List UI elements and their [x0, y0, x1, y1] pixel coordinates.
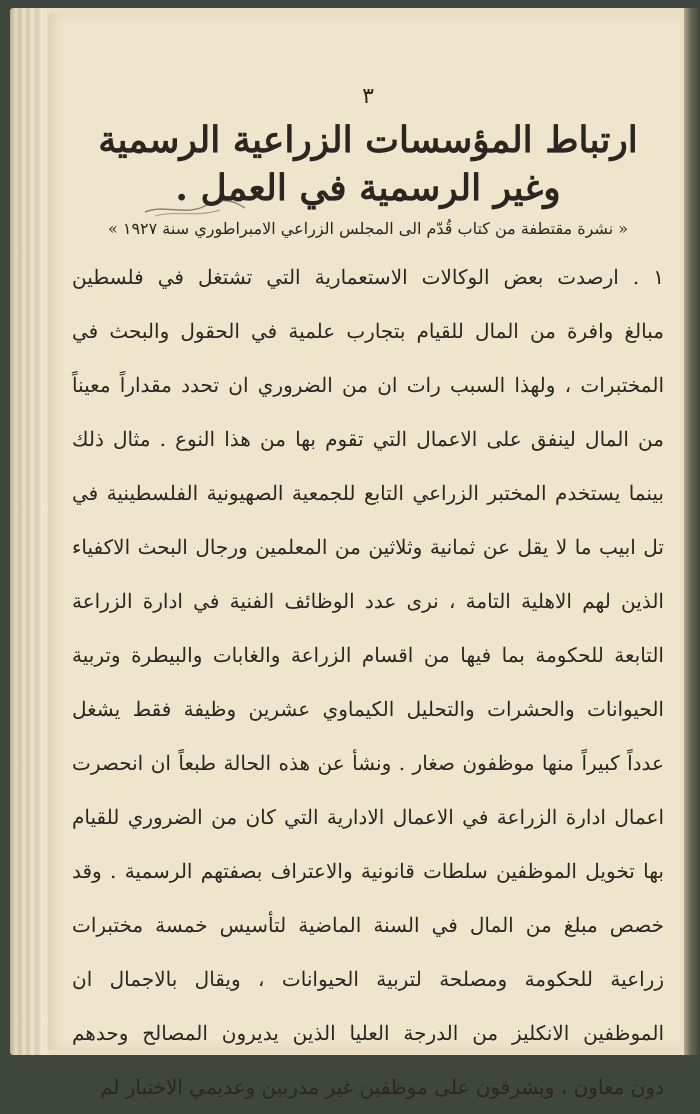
body-line: اعمال ادارة الزراعة في الاعمال الادارية التي كان من الضروري للقيام	[72, 805, 664, 829]
page-number: ٣	[362, 84, 374, 109]
body-line: ١ . ارصدت بعض الوكالات الاستعمارية التي تشتغل في فلسطين	[72, 265, 664, 289]
title-line-2: وغير الرسمية في العمل .	[175, 167, 561, 209]
page-text	[68, 70, 668, 1114]
title-line-1: ارتباط المؤسسات الزراعية الرسمية	[98, 119, 638, 161]
body-line: مبالغ وافرة من المال للقيام بتجارب علمية في الحقول والبحث في	[72, 319, 664, 343]
body-line: بينما يستخدم المختبر الزراعي التابع للجمعية الصهيونية الفلسطينية في	[72, 481, 664, 505]
subtitle: « نشرة مقتطفة من كتاب قُدّم الى المجلس الزراعي الامبراطوري سنة ١٩٢٧ »	[107, 219, 629, 238]
body-line: خصص مبلغ من المال في السنة الماضية لتأسيس خمسة مختبرات	[72, 913, 664, 937]
body-line: بها تخويل الموظفين سلطات قانونية والاعتراف بصفتهم الرسمية . وقد	[72, 859, 664, 883]
body-line: من المال لينفق على الاعمال التي تقوم بها من هذا النوع . مثال ذلك	[72, 427, 664, 451]
binding-shadow	[684, 8, 700, 1055]
body-line: تل ابيب ما لا يقل عن ثمانية وثلاثين من المعلمين ورجال البحث الاكفياء	[72, 535, 664, 559]
body-line: الموظفين الانكليز من الدرجة العليا الذين يديرون المصالح وحدهم	[72, 1021, 664, 1045]
body-line: دون معاون ، ويشرفون على موظفين غير مدربين وعديمي الاختبار لم	[100, 1075, 664, 1099]
body-line: الذين لهم الاهلية التامة ، نرى عدد الوظائف الفنية في ادارة الزراعة	[72, 589, 664, 613]
body-line: زراعية للحكومة ومصلحة لتربية الحيوانات ، ويقال بالاجمال ان	[72, 967, 664, 991]
body-line: عدداً كبيراً منها موظفون صغار . ونشأ عن هذه الحالة طبعاً ان انحصرت	[72, 751, 664, 775]
body-line: التابعة للحكومة بما فيها من اقسام الزراعة والغابات والبيطرة وتربية	[72, 643, 664, 667]
body-line: الحيوانات والحشرات والتحليل الكيماوي عشرين وظيفة فقط يشغل	[72, 697, 664, 721]
body-line: المختبرات ، ولهذا السبب رات ان من الضروري ان تحدد مقداراً معيناً	[72, 373, 664, 397]
